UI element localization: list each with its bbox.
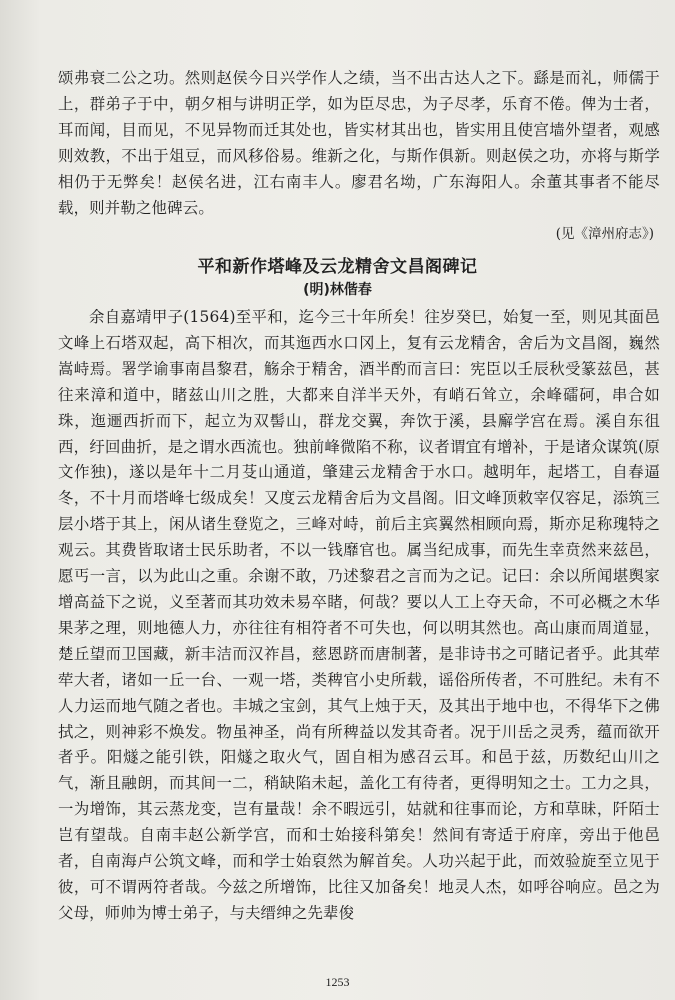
source-note: (见《漳州府志》) — [555, 226, 654, 243]
page-number: 1253 — [325, 975, 350, 989]
author-line: (明)林偕春 — [303, 282, 372, 298]
article-title: 平和新作塔峰及云龙精舍文昌阁碑记 — [197, 257, 478, 277]
body-paragraph: 余自嘉靖甲子(1564)至平和，迄今三十年所矣！往岁癸巳，始复一至，则见其面邑文峰上石塔双起，高下相次，而其迤西水口冈上，复有云龙精舍，舍后为文昌阁，巍然嵩峙焉。署学谕事南昌黎君，觞余于精舍，酒半酌而言曰：宪臣以壬辰秋受篆兹邑，甚往来漳和道中，睹兹山川之胜，大都来自洋半天外，有峭石耸立，余峰礌砢，串合如珠，迤逦西折而下，起立为双髻山，群龙交翼，奔饮于溪，县廨学宫在焉。溪自东徂西，纡回曲折，是之谓水西流也。独前峰微陷不称，议者谓宜有增补，于是诸众谋筑(原文作独)，遂以是年十二月芟山通道，肇建云龙精舍于水口。越明年，起塔工，自春逼冬，不十月而塔峰七级成矣！又度云龙精舍后为文昌阁。旧文峰顶敕宰仅容足，添筑三层小塔于其上，闲从诸生登览之，三峰对峙，前后主宾翼然相顾向焉，斯亦足称瑰特之观云。其费皆取诸士民乐助者，不以一钱靡官也。属当纪成事，而先生幸贲然来兹邑，愿丐一言，以为此山之重。余谢不敢，乃述黎君之言而为之记。记曰：余以所闻堪舆家增高益下之说，义至著而其功效未易卒睹，何哉？要以人工上夺天命，不可必概之木华果茅之理，则地德人力，亦往往有相符者不可失也，何以明其然也。高山康而周道显，楚丘望而卫国藏，新丰洁而汉祚昌，慈恩跻而唐制著，是非诗书之可睹记者乎。此其荦荦大者，诸如一丘一台、一观一塔，类稗官小史所载，谣俗所传者，不可胜纪。未有不人力运而地气随之者也。丰城之宝剑，其气上烛于天，及其出于地中也，不得华下之佛拭之，则神彩不焕发。物虽神圣，尚有所稗益以发其奇者。况于川岳之灵秀，蕴而欲开者乎。阳燧之能引铁，阳燧之取火气，固自相为感召云耳。和邑于兹，历数纪山川之气，渐且融朗，而其间一二，稍缺陷未起，盖化工有待者，更得明知之士。工力之具，一为增饰，其云蒸龙变，岂有量哉！余不暇远引，姑就和往事而论，方和草昧，阡陌士岂有望哉。自南丰赵公新学宫，而和士始接科第矣！然间有寄适于府庠，旁出于他邑者，自南海卢公筑文峰，而和学士始裒然为解首矣。人功兴起于此，而效验旋至立见于彼，可不谓两符者哉。今兹之所增饰，比往又加备矣！地灵人杰，如呼谷响应。邑之为父母，师帅为博士弟子，与夫缙绅之先辈俊 — [58, 308, 660, 922]
main-section — [58, 305, 660, 927]
top-section — [58, 66, 660, 247]
top-paragraph: 颂弗衰二公之功。然则赵侯今日兴学作人之绩，当不出古达人之下。繇是而礼，师儒于上，群弟子于中，朝夕相与讲明正学，如为臣尽忠，为子尽孝，乐育不倦。俾为士者，耳而闻，目而见，不见异物而迁其处也，皆实材其出也，皆实用且使宫墙外望者，观感则效教，不出于俎豆，而风移俗易。维新之化，与斯作俱新。则赵侯之功，亦将与斯学相仍于无弊矣！赵侯名进，江右南丰人。廖君名坳，广东海阳人。余董其事者不能尽载，则并勒之他碑云。 — [58, 69, 660, 217]
